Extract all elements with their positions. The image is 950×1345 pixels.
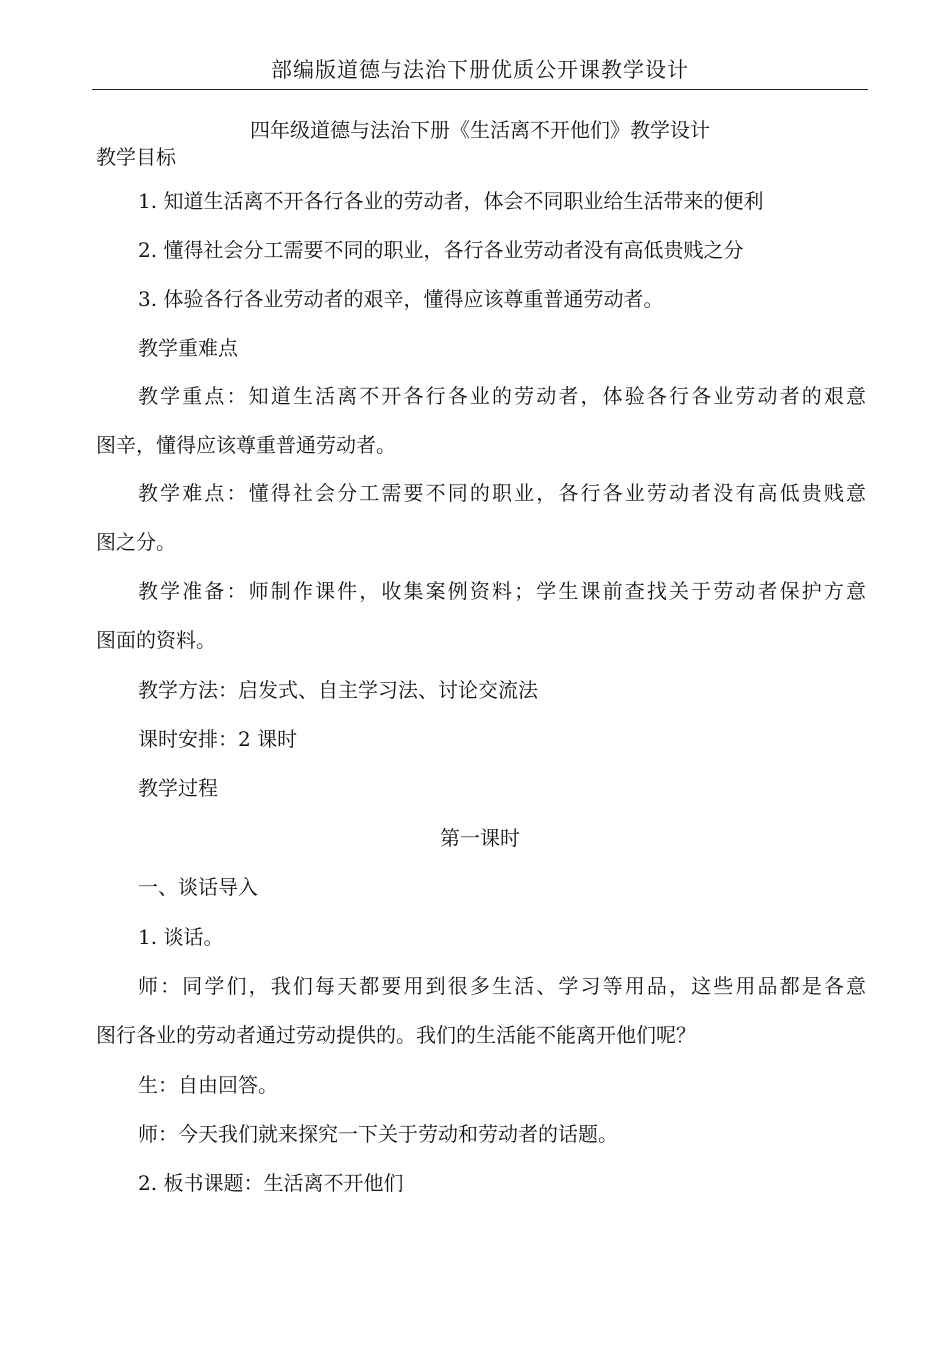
preparation-line-1: 教学准备：师制作课件，收集案例资料；学生课前查找关于劳动者保护方意 xyxy=(138,579,866,603)
goal-item-2: 2. 懂得社会分工需要不同的职业，各行各业劳动者没有高低贵贱之分 xyxy=(138,238,744,262)
page-header: 部编版道德与法治下册优质公开课教学设计 xyxy=(271,58,689,82)
goal-item-1: 1. 知道生活离不开各行各业的劳动者，体会不同职业给生活带来的便利 xyxy=(138,189,764,213)
heading-teaching-goals: 教学目标 xyxy=(96,145,176,169)
difficult-point-line-1: 教学难点：懂得社会分工需要不同的职业，各行各业劳动者没有高低贵贱意 xyxy=(138,481,866,505)
student-answer: 生：自由回答。 xyxy=(138,1073,278,1097)
teacher-talk-line-2: 图行各业的劳动者通过劳动提供的。我们的生活能不能离开他们呢？ xyxy=(96,1023,696,1047)
key-point-line-1: 教学重点：知道生活离不开各行各业的劳动者，体验各行各业劳动者的艰意 xyxy=(138,384,866,408)
heading-teaching-process: 教学过程 xyxy=(138,776,218,800)
goal-item-3: 3. 体验各行各业劳动者的艰辛，懂得应该尊重普通劳动者。 xyxy=(138,287,664,311)
teacher-intro: 师：今天我们就来探究一下关于劳动和劳动者的话题。 xyxy=(138,1122,618,1146)
key-point-line-2: 图辛，懂得应该尊重普通劳动者。 xyxy=(96,433,396,457)
part-one-heading: 一、谈话导入 xyxy=(138,875,258,899)
class-schedule: 课时安排：2 课时 xyxy=(138,727,298,751)
header-rule xyxy=(92,89,868,90)
difficult-point-line-2: 图之分。 xyxy=(96,530,176,554)
step-2-board-title: 2. 板书课题：生活离不开他们 xyxy=(138,1171,404,1195)
preparation-line-2: 图面的资料。 xyxy=(96,628,216,652)
heading-key-difficult-points: 教学重难点 xyxy=(138,336,238,360)
teacher-talk-line-1: 师：同学们，我们每天都要用到很多生活、学习等用品，这些用品都是各意 xyxy=(138,974,866,998)
document-title: 四年级道德与法治下册《生活离不开他们》教学设计 xyxy=(250,118,710,142)
teaching-methods: 教学方法：启发式、自主学习法、讨论交流法 xyxy=(138,678,538,702)
step-1-talk: 1. 谈话。 xyxy=(138,925,224,949)
section-first-lesson: 第一课时 xyxy=(440,826,520,850)
